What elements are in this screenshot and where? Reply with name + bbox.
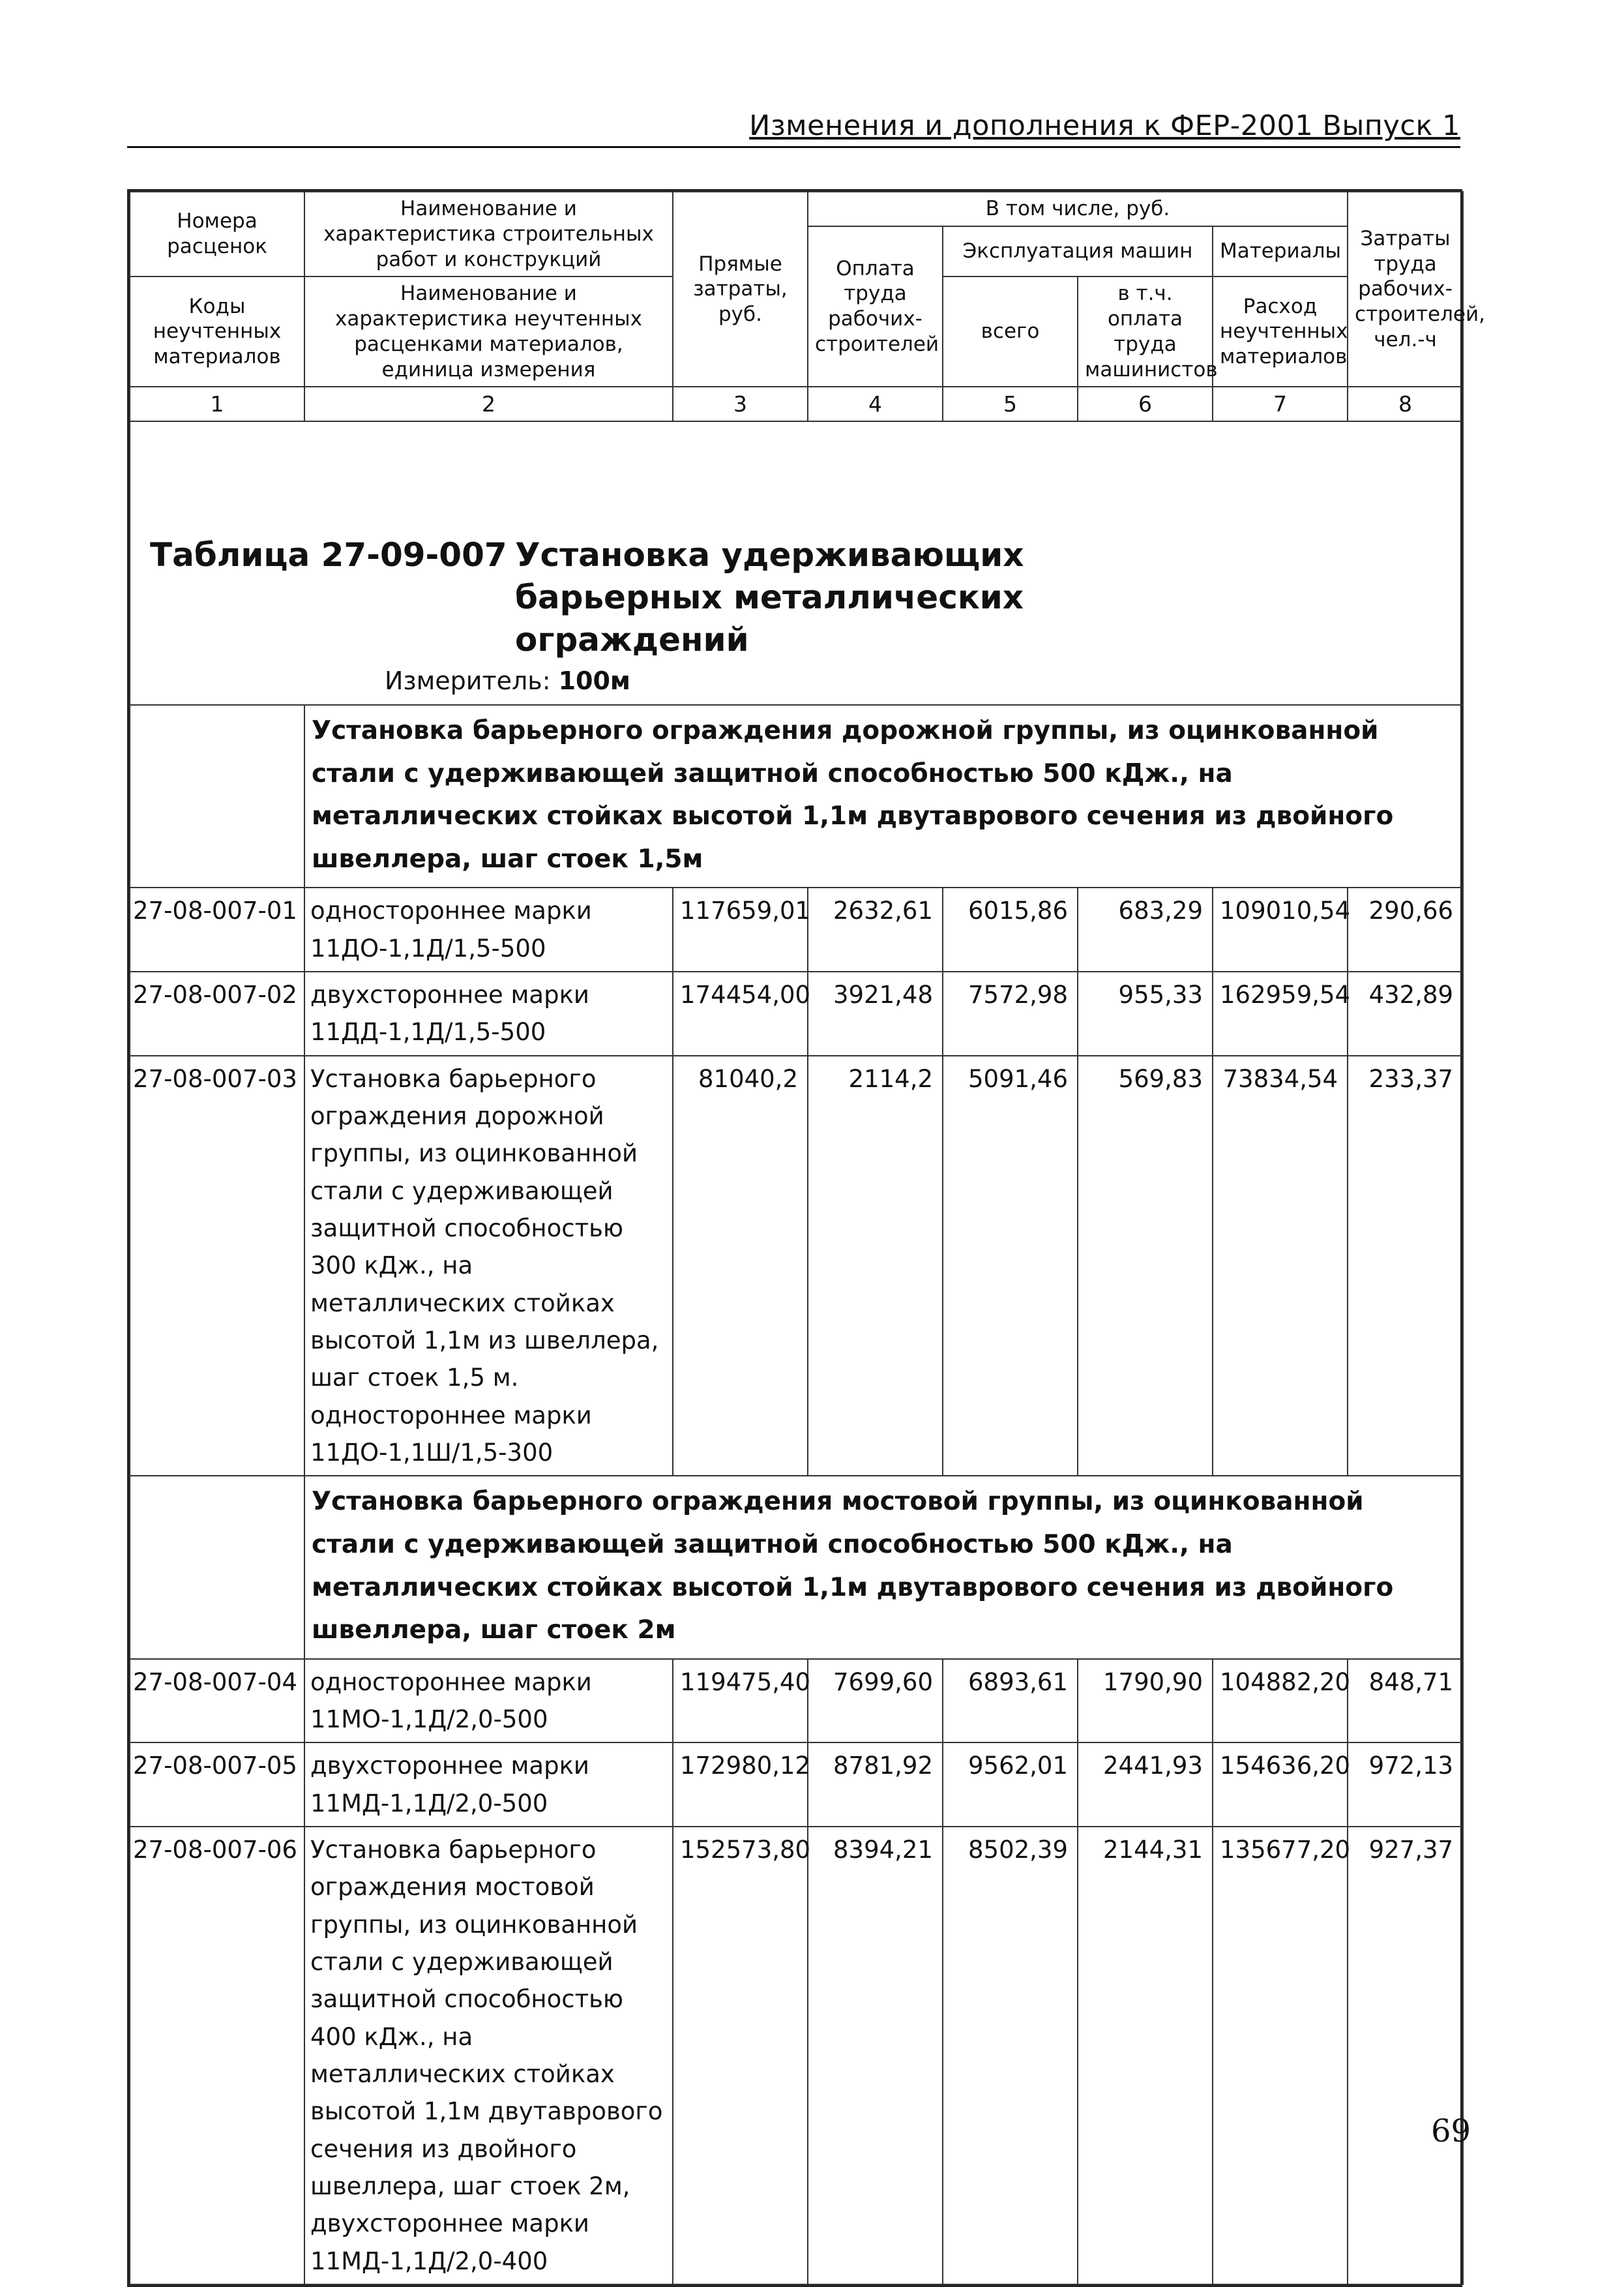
machines-total: 9562,01 (943, 1742, 1078, 1827)
direct-costs: 174454,00 (673, 972, 808, 1056)
direct-costs: 152573,80 (673, 1827, 808, 2284)
table-row (130, 1659, 1463, 1743)
materials-cost: 135677,20 (1213, 1827, 1348, 2284)
table-row (130, 1056, 1463, 1476)
rates-table (129, 191, 1485, 2285)
work-name: Установка барьерного ограждения мостовой группы, из оцинкованной стали с удерживающей защитной способностью 400 кДж., на металлических стойках высотой 1,1м двутаврового сечения из двойного швеллера, шаг стоек 2м, двухстороннее марки 11МД-1,1Д/2,0-400 (304, 1827, 673, 2284)
work-name: одностороннее марки 11ДО-1,1Д/1,5-500 (304, 888, 673, 972)
column-number: 4 (808, 387, 943, 421)
labor-pay: 2632,61 (808, 888, 943, 972)
group-heading: Установка барьерного ограждения дорожной группы, из оцинкованной стали с удерживающей защитной способностью 500 кДж., на металлических стойках высотой 1,1м двутаврового сечения из двойного швеллера, шаг стоек 1,5м (304, 705, 1463, 888)
rate-code: 27-08-007-04 (130, 1659, 304, 1743)
measure-label: Измеритель: (385, 666, 551, 696)
labor-hours: 233,37 (1348, 1056, 1463, 1476)
work-name: двухстороннее марки 11ДД-1,1Д/1,5-500 (304, 972, 673, 1056)
col2-top-header: Наименование и характеристика строительных работ и конструкций (304, 192, 673, 277)
machines-total: 7572,98 (943, 972, 1078, 1056)
labor-pay: 8781,92 (808, 1742, 943, 1827)
group-heading-row (130, 705, 1463, 888)
rate-code: 27-08-007-05 (130, 1742, 304, 1827)
table-row (130, 888, 1463, 972)
machines-total: 6015,86 (943, 888, 1078, 972)
labor-pay: 2114,2 (808, 1056, 943, 1476)
labor-pay: 7699,60 (808, 1659, 943, 1743)
labor-pay: 3921,48 (808, 972, 943, 1056)
direct-costs: 81040,2 (673, 1056, 808, 1476)
materials-cost: 154636,20 (1213, 1742, 1348, 1827)
including-group-header: В том числе, руб. (808, 192, 1348, 226)
machinist-pay: 569,83 (1078, 1056, 1213, 1476)
materials-cost: 109010,54 (1213, 888, 1348, 972)
work-name: Установка барьерного ограждения дорожной группы, из оцинкованной стали с удерживающей защитной способностью 300 кДж., на металлических стойках высотой 1,1м из швеллера, шаг стоек 1,5 м. одностороннее марки 11ДО-1,1Ш/1,5-300 (304, 1056, 673, 1476)
col1-bottom-header: Коды неучтенных материалов (130, 277, 304, 387)
work-name: двухстороннее марки 11МД-1,1Д/2,0-500 (304, 1742, 673, 1827)
column-number: 6 (1078, 387, 1213, 421)
col8-header: Затраты труда рабочих-строителей, чел.-ч (1348, 192, 1463, 387)
rates-table-sheet (127, 189, 1485, 2287)
machinist-pay: 955,33 (1078, 972, 1213, 1056)
table-row (130, 1742, 1463, 1827)
rate-code: 27-08-007-03 (130, 1056, 304, 1476)
machinist-pay: 2441,93 (1078, 1742, 1213, 1827)
column-number: 8 (1348, 387, 1463, 421)
rate-code: 27-08-007-01 (130, 888, 304, 972)
machinist-pay: 2144,31 (1078, 1827, 1213, 2284)
machines-total: 8502,39 (943, 1827, 1078, 2284)
col7-header: Расход неучтенных материалов (1213, 277, 1348, 387)
col3-header: Прямые затраты, руб. (673, 192, 808, 387)
labor-pay: 8394,21 (808, 1827, 943, 2284)
col5-header: всего (943, 277, 1078, 387)
measure-value: 100м (558, 666, 630, 696)
materials-cost: 104882,20 (1213, 1659, 1348, 1743)
materials-header: Материалы (1213, 226, 1348, 277)
col1-top-header: Номера расценок (130, 192, 304, 277)
table-row (130, 972, 1463, 1056)
table-title (150, 534, 1462, 661)
measure-unit (385, 666, 1462, 695)
rate-code: 27-08-007-06 (130, 1827, 304, 2284)
group-heading: Установка барьерного ограждения мостовой группы, из оцинкованной стали с удерживающей защитной способностью 500 кДж., на металлических стойках высотой 1,1м двутаврового сечения из двойного швеллера, шаг стоек 2м (304, 1476, 1463, 1658)
table-row (130, 1827, 1463, 2284)
machinist-pay: 1790,90 (1078, 1659, 1213, 1743)
labor-hours: 432,89 (1348, 972, 1463, 1056)
machinist-pay: 683,29 (1078, 888, 1213, 972)
col4-header: Оплата труда рабочих-строителей (808, 226, 943, 387)
column-number: 3 (673, 387, 808, 421)
page-number: 69 (1431, 2113, 1471, 2149)
direct-costs: 172980,12 (673, 1742, 808, 1827)
direct-costs: 119475,40 (673, 1659, 808, 1743)
table-title-row (130, 534, 1463, 705)
spacer-row (130, 421, 1463, 534)
machines-header: Эксплуатация машин (943, 226, 1213, 277)
column-number: 2 (304, 387, 673, 421)
materials-cost: 162959,54 (1213, 972, 1348, 1056)
table-label: Таблица 27-09-007 (150, 536, 507, 575)
table-name: Установка удерживающих барьерных металлических ограждений (515, 536, 1024, 659)
materials-cost: 73834,54 (1213, 1056, 1348, 1476)
direct-costs: 117659,01 (673, 888, 808, 972)
labor-hours: 927,37 (1348, 1827, 1463, 2284)
labor-hours: 290,66 (1348, 888, 1463, 972)
column-number: 5 (943, 387, 1078, 421)
rate-code: 27-08-007-02 (130, 972, 304, 1056)
machines-total: 6893,61 (943, 1659, 1078, 1743)
labor-hours: 972,13 (1348, 1742, 1463, 1827)
column-numbers-row (130, 387, 1463, 421)
labor-hours: 848,71 (1348, 1659, 1463, 1743)
table-title-cell (130, 534, 1463, 705)
running-header (127, 110, 1460, 148)
col2-bottom-header: Наименование и характеристика неучтенных расценками материалов, единица измерения (304, 277, 673, 387)
col6-header: в т.ч. оплата труда машинистов (1078, 277, 1213, 387)
work-name: одностороннее марки 11МО-1,1Д/2,0-500 (304, 1659, 673, 1743)
column-number: 1 (130, 387, 304, 421)
group-heading-row (130, 1476, 1463, 1658)
header-title: Изменения и дополнения к ФЕР-2001 Выпуск 1 (749, 110, 1460, 142)
table-header (130, 192, 1485, 387)
machines-total: 5091,46 (943, 1056, 1078, 1476)
column-number: 7 (1213, 387, 1348, 421)
